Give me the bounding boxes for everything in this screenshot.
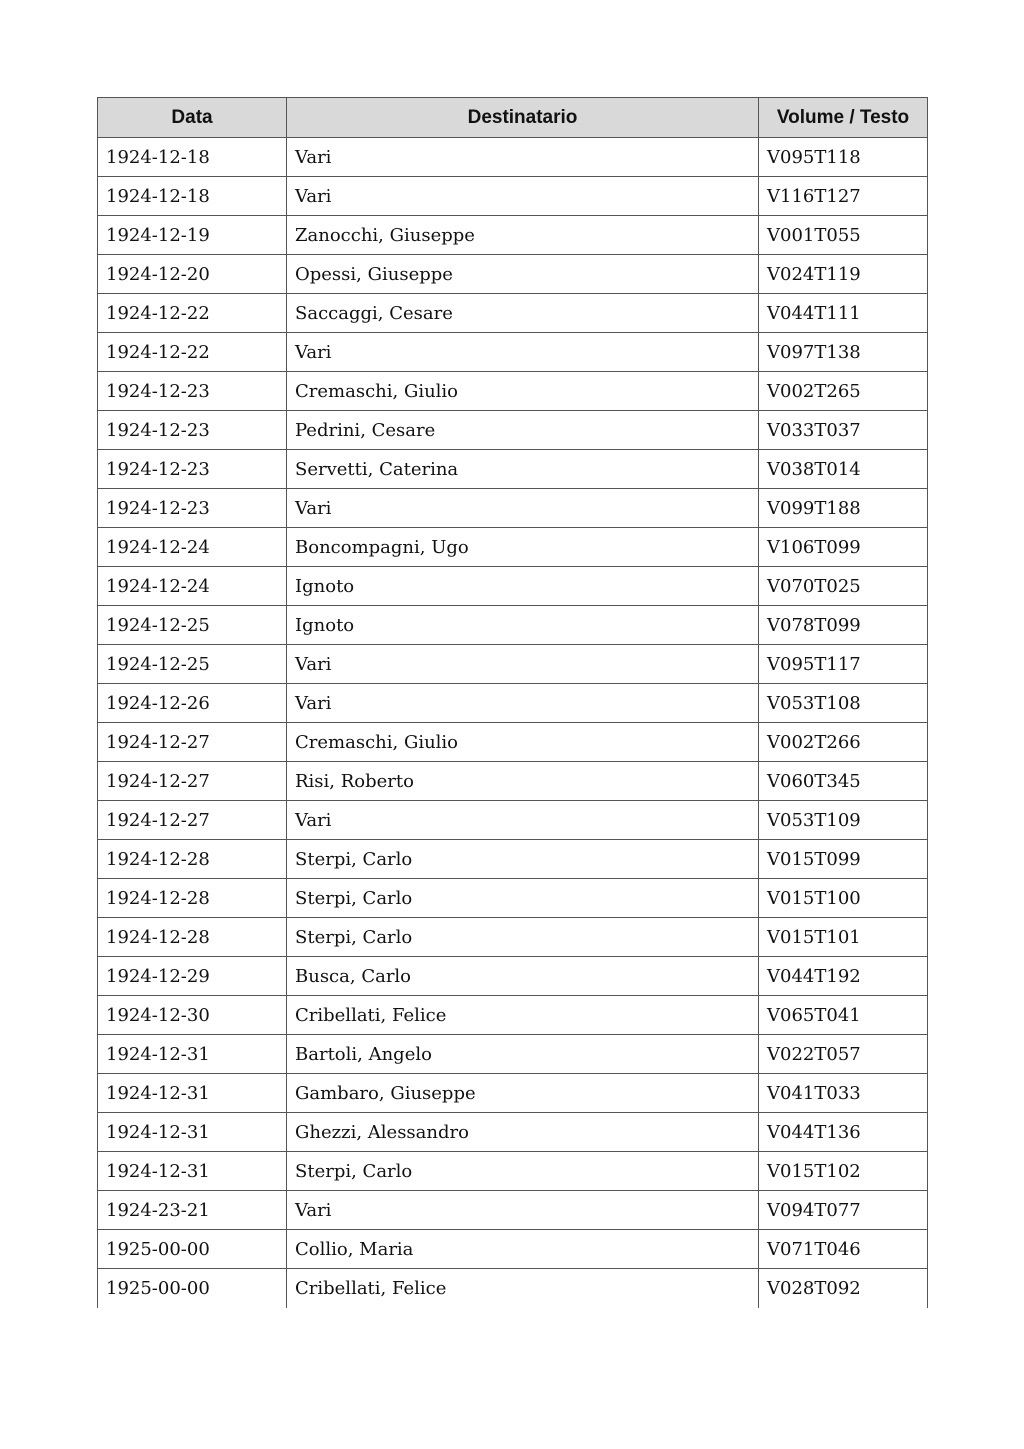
cell-volume: V053T108 <box>759 684 928 723</box>
cell-volume: V070T025 <box>759 567 928 606</box>
table-row <box>98 528 928 567</box>
cell-volume: V106T099 <box>759 528 928 567</box>
cell-volume: V116T127 <box>759 177 928 216</box>
table-row <box>98 294 928 333</box>
cell-recipient: Opessi, Giuseppe <box>287 255 759 294</box>
letters-table <box>97 97 928 1308</box>
header-row <box>98 98 928 138</box>
cell-date: 1924-12-24 <box>98 567 287 606</box>
cell-date: 1924-12-31 <box>98 1074 287 1113</box>
cell-date: 1924-12-20 <box>98 255 287 294</box>
cell-date: 1924-12-28 <box>98 840 287 879</box>
cell-volume: V099T188 <box>759 489 928 528</box>
cell-recipient: Vari <box>287 138 759 177</box>
cell-volume: V002T265 <box>759 372 928 411</box>
cell-volume: V071T046 <box>759 1230 928 1269</box>
table-row <box>98 645 928 684</box>
table-row <box>98 1230 928 1269</box>
cell-volume: V044T192 <box>759 957 928 996</box>
table-row <box>98 177 928 216</box>
table-row <box>98 1191 928 1230</box>
cell-volume: V038T014 <box>759 450 928 489</box>
table-row <box>98 918 928 957</box>
table-row <box>98 996 928 1035</box>
table-row <box>98 216 928 255</box>
cell-recipient: Servetti, Caterina <box>287 450 759 489</box>
cell-date: 1924-12-29 <box>98 957 287 996</box>
table-row <box>98 684 928 723</box>
cell-recipient: Vari <box>287 684 759 723</box>
table-row <box>98 879 928 918</box>
table-row <box>98 801 928 840</box>
cell-volume: V022T057 <box>759 1035 928 1074</box>
table-row <box>98 489 928 528</box>
cell-volume: V095T118 <box>759 138 928 177</box>
table-row <box>98 1074 928 1113</box>
cell-date: 1924-12-22 <box>98 333 287 372</box>
table-row <box>98 567 928 606</box>
cell-recipient: Vari <box>287 645 759 684</box>
cell-recipient: Vari <box>287 489 759 528</box>
table-row <box>98 372 928 411</box>
cell-recipient: Zanocchi, Giuseppe <box>287 216 759 255</box>
cell-recipient: Vari <box>287 333 759 372</box>
column-header-date: Data <box>98 98 287 138</box>
table-row <box>98 762 928 801</box>
table-row <box>98 255 928 294</box>
cell-date: 1924-12-25 <box>98 606 287 645</box>
cell-recipient: Pedrini, Cesare <box>287 411 759 450</box>
cell-recipient: Collio, Maria <box>287 1230 759 1269</box>
cell-date: 1924-12-23 <box>98 450 287 489</box>
cell-volume: V028T092 <box>759 1269 928 1308</box>
cell-date: 1924-12-28 <box>98 918 287 957</box>
cell-recipient: Cremaschi, Giulio <box>287 372 759 411</box>
cell-volume: V095T117 <box>759 645 928 684</box>
cell-recipient: Ignoto <box>287 606 759 645</box>
cell-date: 1924-12-26 <box>98 684 287 723</box>
table-row <box>98 840 928 879</box>
cell-recipient: Sterpi, Carlo <box>287 840 759 879</box>
cell-volume: V041T033 <box>759 1074 928 1113</box>
cell-date: 1924-12-28 <box>98 879 287 918</box>
table-row <box>98 450 928 489</box>
cell-recipient: Gambaro, Giuseppe <box>287 1074 759 1113</box>
cell-date: 1924-12-23 <box>98 489 287 528</box>
cell-date: 1924-12-18 <box>98 138 287 177</box>
cell-recipient: Ignoto <box>287 567 759 606</box>
cell-date: 1924-12-25 <box>98 645 287 684</box>
cell-volume: V060T345 <box>759 762 928 801</box>
cell-recipient: Vari <box>287 1191 759 1230</box>
table-row <box>98 138 928 177</box>
column-header-volume: Volume / Testo <box>759 98 928 138</box>
cell-volume: V097T138 <box>759 333 928 372</box>
cell-volume: V033T037 <box>759 411 928 450</box>
cell-date: 1924-12-23 <box>98 411 287 450</box>
cell-date: 1924-12-31 <box>98 1113 287 1152</box>
table-row <box>98 333 928 372</box>
table-row <box>98 1113 928 1152</box>
table-row <box>98 1269 928 1308</box>
cell-date: 1925-00-00 <box>98 1230 287 1269</box>
cell-volume: V078T099 <box>759 606 928 645</box>
cell-date: 1924-12-22 <box>98 294 287 333</box>
cell-date: 1924-12-27 <box>98 762 287 801</box>
cell-date: 1924-12-18 <box>98 177 287 216</box>
cell-recipient: Boncompagni, Ugo <box>287 528 759 567</box>
cell-date: 1924-12-19 <box>98 216 287 255</box>
cell-volume: V015T100 <box>759 879 928 918</box>
cell-recipient: Saccaggi, Cesare <box>287 294 759 333</box>
cell-volume: V002T266 <box>759 723 928 762</box>
cell-recipient: Risi, Roberto <box>287 762 759 801</box>
cell-volume: V044T136 <box>759 1113 928 1152</box>
cell-date: 1924-12-23 <box>98 372 287 411</box>
cell-recipient: Vari <box>287 177 759 216</box>
table-row <box>98 723 928 762</box>
cell-volume: V001T055 <box>759 216 928 255</box>
cell-volume: V094T077 <box>759 1191 928 1230</box>
table-row <box>98 957 928 996</box>
cell-recipient: Sterpi, Carlo <box>287 1152 759 1191</box>
cell-recipient: Cremaschi, Giulio <box>287 723 759 762</box>
cell-volume: V053T109 <box>759 801 928 840</box>
cell-recipient: Ghezzi, Alessandro <box>287 1113 759 1152</box>
cell-recipient: Bartoli, Angelo <box>287 1035 759 1074</box>
cell-date: 1924-12-27 <box>98 801 287 840</box>
cell-date: 1924-12-31 <box>98 1152 287 1191</box>
cell-recipient: Busca, Carlo <box>287 957 759 996</box>
cell-date: 1924-12-27 <box>98 723 287 762</box>
cell-date: 1925-00-00 <box>98 1269 287 1308</box>
cell-recipient: Cribellati, Felice <box>287 1269 759 1308</box>
table-body <box>98 138 928 1308</box>
cell-recipient: Sterpi, Carlo <box>287 918 759 957</box>
cell-date: 1924-12-24 <box>98 528 287 567</box>
cell-date: 1924-12-30 <box>98 996 287 1035</box>
cell-recipient: Cribellati, Felice <box>287 996 759 1035</box>
cell-volume: V015T101 <box>759 918 928 957</box>
table-header <box>98 98 928 138</box>
cell-volume: V015T099 <box>759 840 928 879</box>
table-row <box>98 1152 928 1191</box>
cell-volume: V024T119 <box>759 255 928 294</box>
cell-volume: V065T041 <box>759 996 928 1035</box>
cell-date: 1924-23-21 <box>98 1191 287 1230</box>
cell-recipient: Vari <box>287 801 759 840</box>
table-row <box>98 606 928 645</box>
table-row <box>98 1035 928 1074</box>
table-row <box>98 411 928 450</box>
cell-date: 1924-12-31 <box>98 1035 287 1074</box>
cell-recipient: Sterpi, Carlo <box>287 879 759 918</box>
cell-volume: V015T102 <box>759 1152 928 1191</box>
cell-volume: V044T111 <box>759 294 928 333</box>
column-header-recipient: Destinatario <box>287 98 759 138</box>
